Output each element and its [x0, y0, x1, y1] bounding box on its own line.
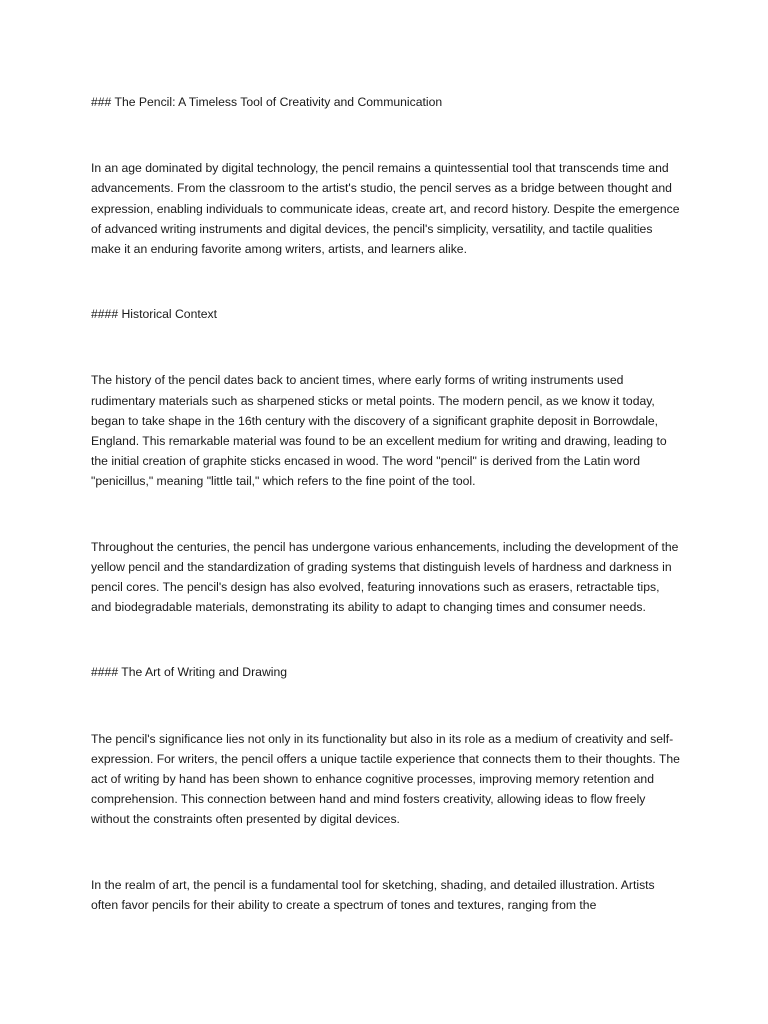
spacer — [91, 112, 681, 158]
document-page — [91, 92, 681, 915]
spacer — [91, 830, 681, 875]
spacer — [91, 617, 681, 662]
section-heading-historical-context: #### Historical Context — [91, 307, 217, 322]
section-heading-art-of-writing: #### The Art of Writing and Drawing — [91, 665, 288, 680]
art-paragraph-2: In the realm of art, the pencil is a fundamental tool for sketching, shading, and detailed illustration. Artists often favor pencils for their ability to create a spectrum of tones and textures, ranging from the — [91, 877, 655, 912]
spacer — [91, 259, 681, 304]
history-paragraph-1: The history of the pencil dates back to ancient times, where early forms of writing instruments used rudimentary materials such as sharpened sticks or metal points. The modern pencil, as we know it today, began to take shape in the 16th century with the discovery of a significant graphite deposit in Borrowdale, England. This remarkable material was found to be an excellent medium for writing and drawing, leading to the initial creation of graphite sticks encased in wood. The word "pencil" is derived from the Latin word "penicillus," meaning "little tail," which refers to the fine point of the tool. — [91, 373, 667, 489]
art-paragraph-1: The pencil's significance lies not only in its functionality but also in its role as a medium of creativity and self-expression. For writers, the pencil offers a unique tactile experience that connects them to their thoughts. The act of writing by hand has been shown to enhance cognitive processes, improving memory retention and comprehension. This connection between hand and mind fosters creativity, allowing ideas to flow freely without the constraints often presented by digital devices. — [91, 731, 680, 827]
document-title: ### The Pencil: A Timeless Tool of Creativity and Communication — [91, 95, 443, 109]
history-paragraph-2: Throughout the centuries, the pencil has undergone various enhancements, including the development of the yellow pencil and the standardization of grading systems that distinguish levels of hardness and darkness in pencil cores. The pencil's design has also evolved, featuring innovations such as erasers, retractable tips, and biodegradable materials, demonstrating its ability to adapt to changing times and consumer needs. — [91, 539, 679, 615]
spacer — [91, 324, 681, 370]
spacer — [91, 683, 681, 729]
intro-paragraph: In an age dominated by digital technology, the pencil remains a quintessential tool that transcends time and advancements. From the classroom to the artist's studio, the pencil serves as a bridge between thought and expression, enabling individuals to communicate ideas, create art, and record history. Despite the emergence of advanced writing instruments and digital devices, the pencil's simplicity, versatility, and tactile qualities make it an enduring favorite among writers, artists, and learners alike. — [91, 161, 680, 257]
spacer — [91, 492, 681, 537]
